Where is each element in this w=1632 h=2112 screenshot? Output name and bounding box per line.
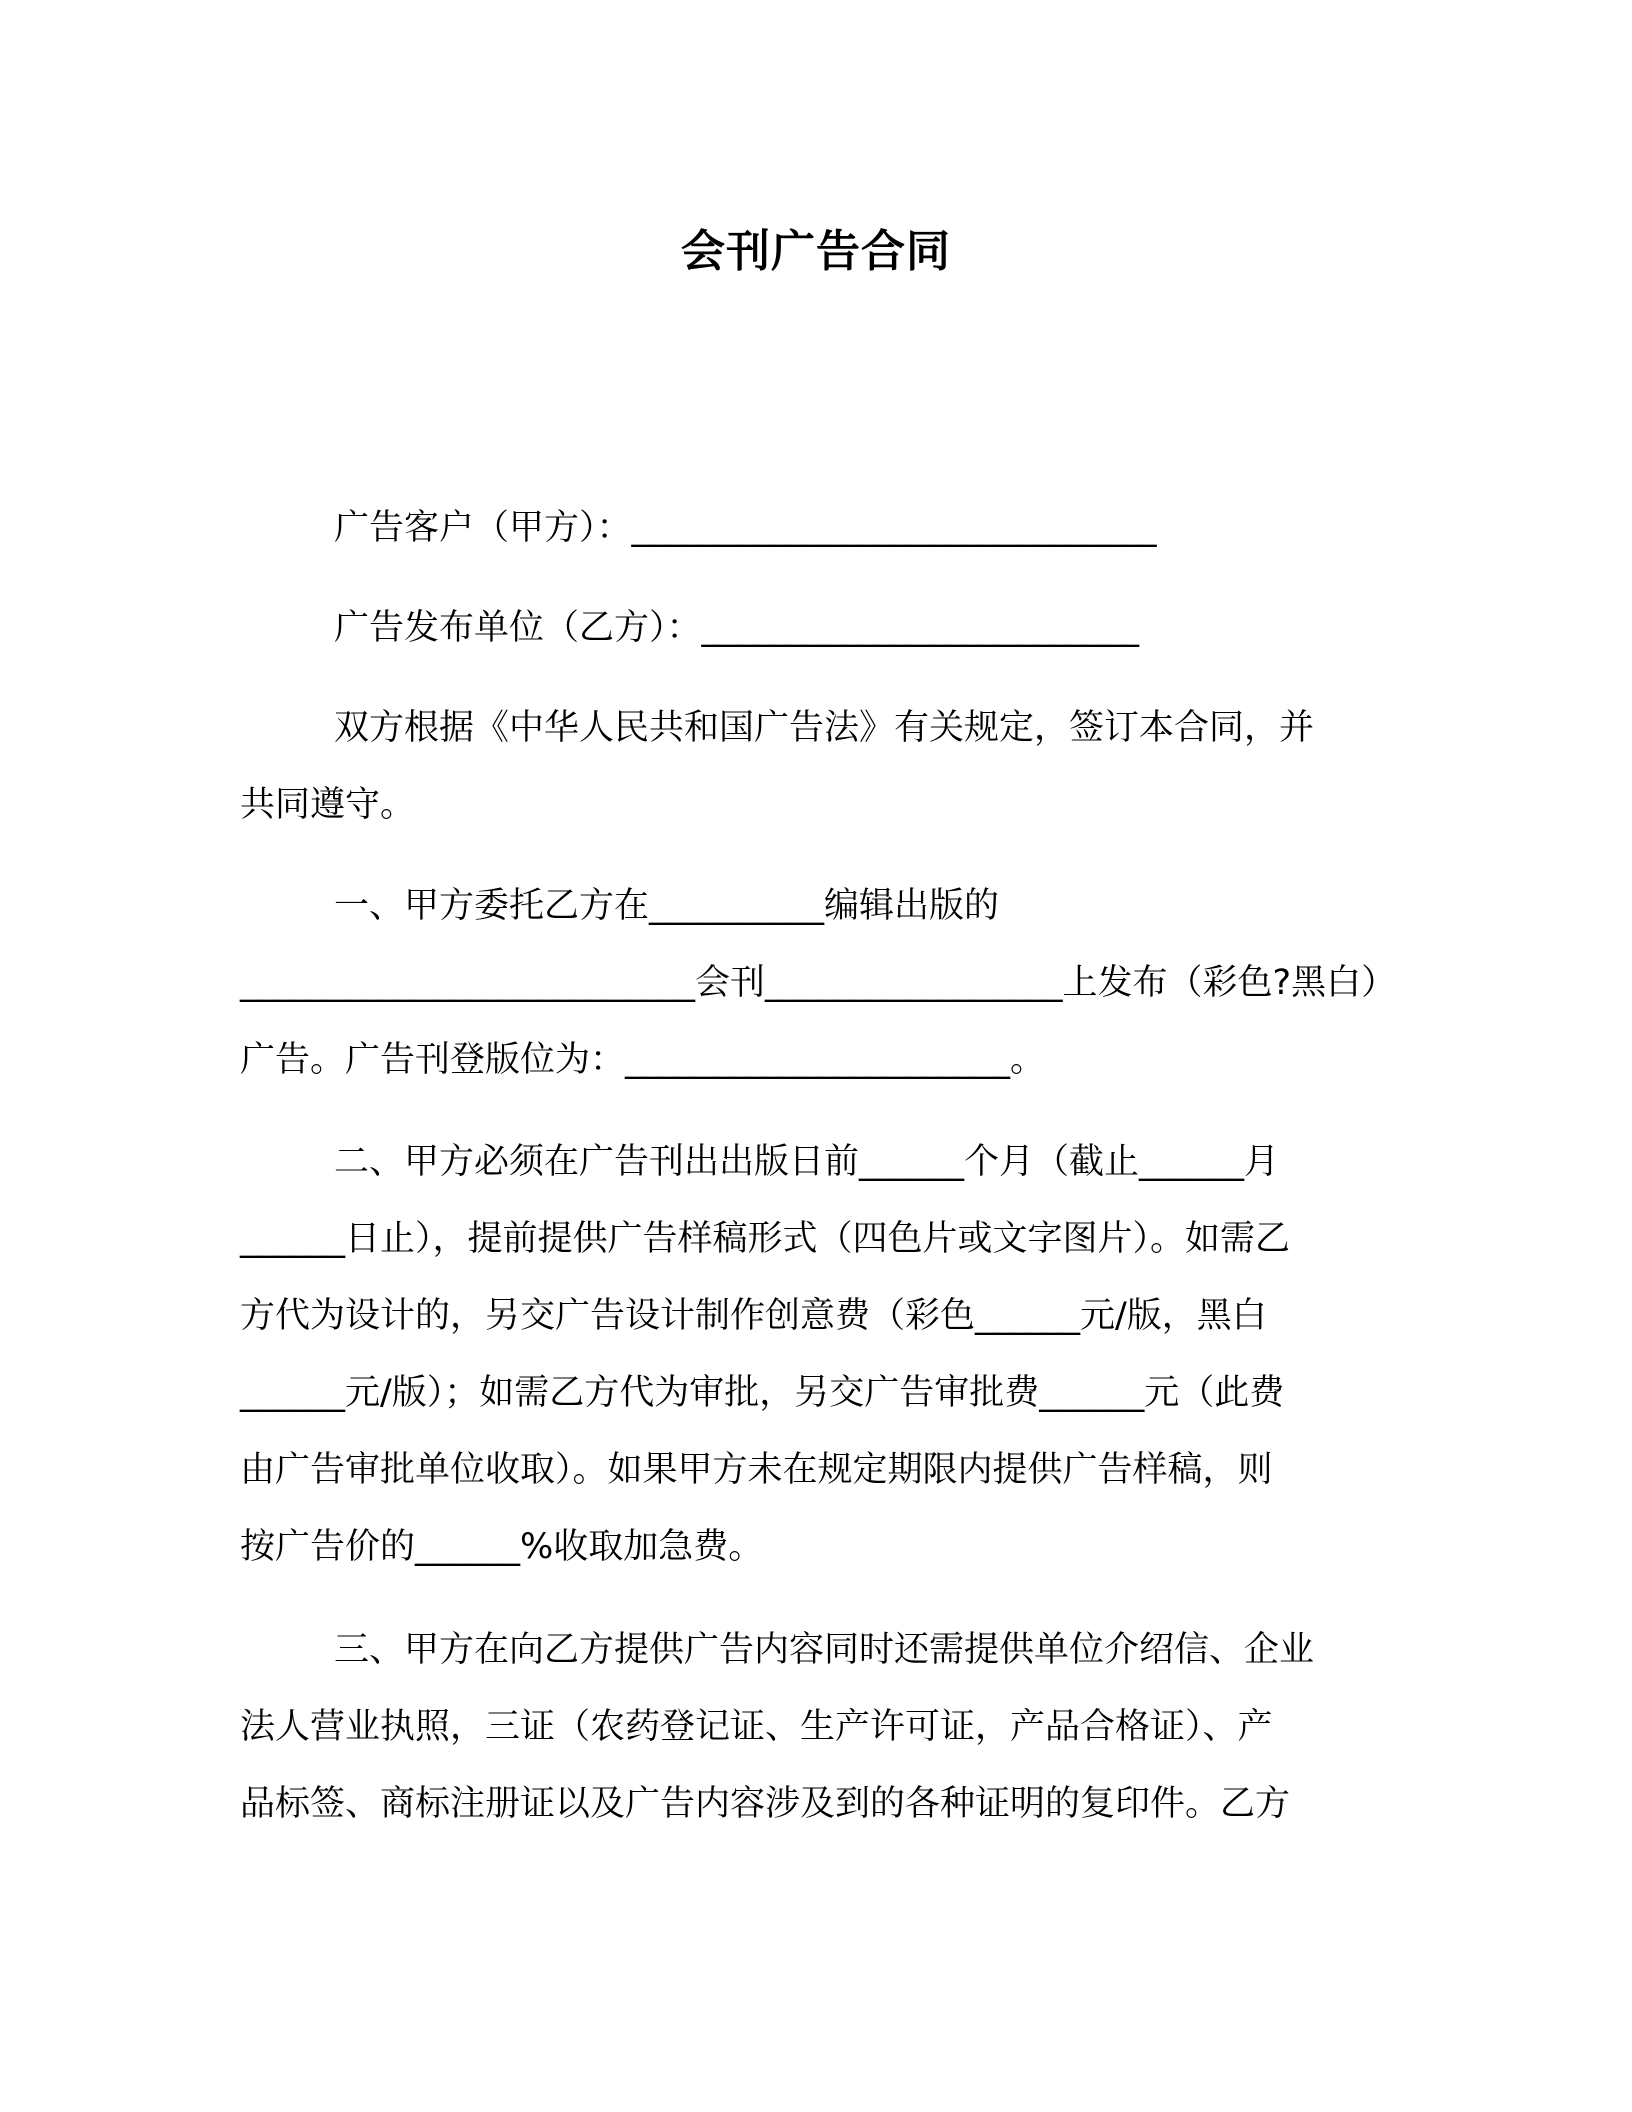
intro-line-1: 双方根据《中华人民共和国广告法》有关规定，签订本合同，并 xyxy=(334,708,1315,748)
clause-3-line-1: 三、甲方在向乙方提供广告内容同时还需提供单位介绍信、企业 xyxy=(334,1630,1315,1670)
clause-2-paragraph xyxy=(240,1124,1390,1586)
page-title: 会刊广告合同 xyxy=(681,226,951,277)
intro-paragraph xyxy=(240,690,1390,844)
intro-line-2: 共同遵守。 xyxy=(240,785,416,825)
client-field: 广告客户（甲方）：______________________________ xyxy=(334,508,1157,548)
publisher-field-line xyxy=(240,590,1390,667)
clause-3-line-3: 品标签、商标注册证以及广告内容涉及到的各种证明的复印件。乙方 xyxy=(240,1784,1291,1824)
clause-1-paragraph xyxy=(240,868,1397,1099)
publisher-field: 广告发布单位（乙方）：_________________________ xyxy=(334,608,1140,648)
clause-2-line-2: ______日止），提前提供广告样稿形式（四色片或文字图片）。如需乙 xyxy=(240,1219,1291,1259)
clause-2-line-5: 由广告审批单位收取）。如果甲方未在规定期限内提供广告样稿，则 xyxy=(240,1450,1273,1490)
client-field-line xyxy=(240,490,1390,567)
clause-1-line-3: 广告。广告刊登版位为：______________________。 xyxy=(240,1040,1046,1080)
clause-2-line-3: 方代为设计的，另交广告设计制作创意费（彩色______元/版，黑白 xyxy=(240,1296,1267,1336)
clause-2-line-1: 二、甲方必须在广告刊出出版日前______个月（截止______月 xyxy=(334,1142,1280,1182)
clause-2-line-6: 按广告价的______%收取加急费。 xyxy=(240,1527,764,1567)
clause-3-line-2: 法人营业执照，三证（农药登记证、生产许可证，产品合格证）、产 xyxy=(240,1707,1273,1747)
clause-1-line-1: 一、甲方委托乙方在__________编辑出版的 xyxy=(334,886,1000,926)
clause-1-line-2: __________________________会刊_________________上发布（彩色?黑白） xyxy=(240,963,1397,1003)
clause-2-line-4: ______元/版）；如需乙方代为审批，另交广告审批费______元（此费 xyxy=(240,1373,1285,1413)
clause-3-paragraph xyxy=(240,1612,1390,1843)
